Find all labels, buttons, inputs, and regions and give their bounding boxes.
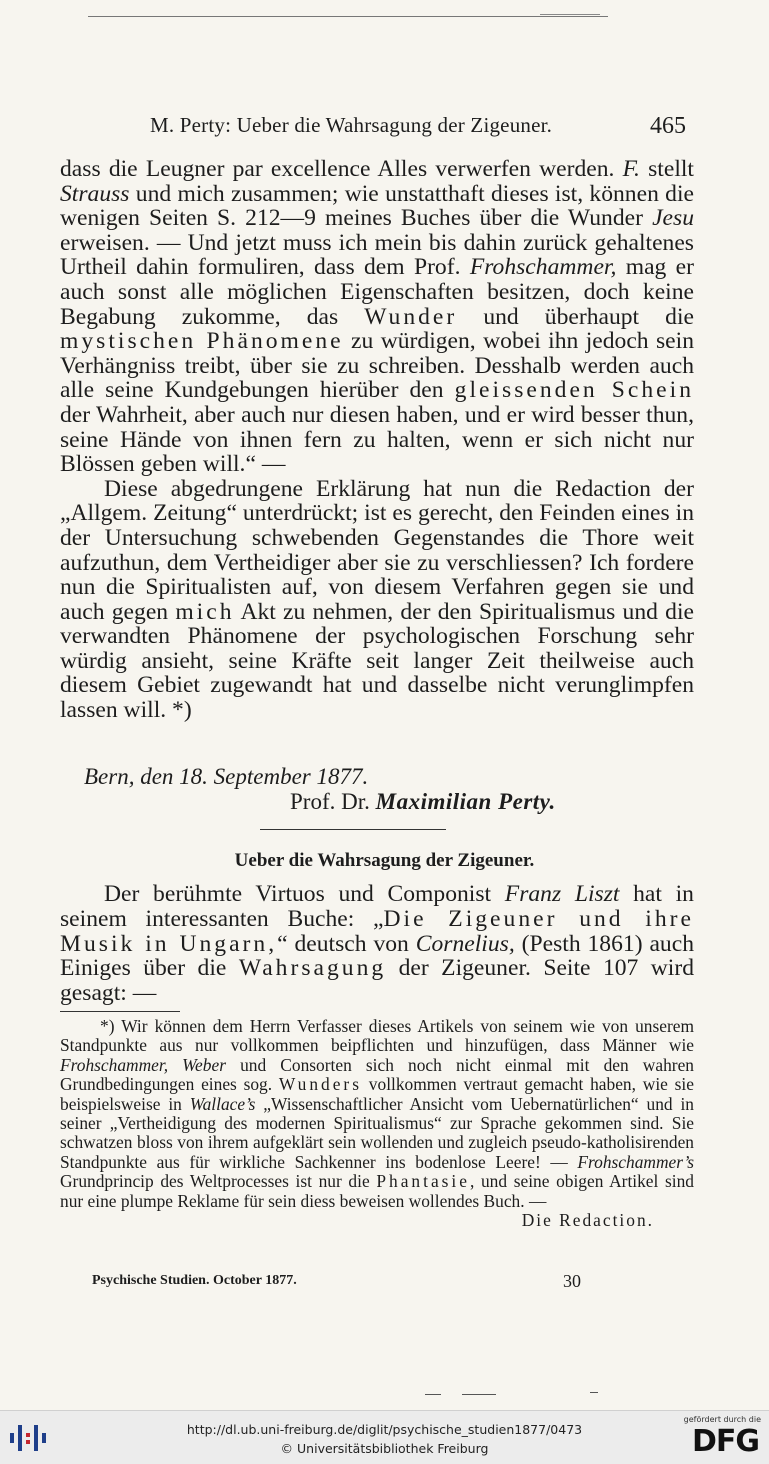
text-run: dass die Leugner par excellence Alles verwerfen werden.	[60, 156, 623, 182]
text-run: zu würdigen, wobei ihn jedoch sein Verhängniss treibt, über sie zu schreiben. Desshalb werden auch alle seine Kundgebungen hierüber den	[60, 328, 694, 404]
section-paragraph	[60, 882, 694, 1006]
dfg-label: gefördert durch die	[683, 1415, 761, 1424]
text-run-spaced: mystischen Phänomene	[60, 328, 344, 355]
text-run-italic: Franz Liszt	[504, 881, 620, 907]
footnote-rule	[60, 1011, 180, 1012]
text-run: Diese abgedrungene Erklärung hat nun die Redaction der „Allgem. Zeitung“ unterdrückt; ist es gerecht, den Feinden eines in der Untersuchung schwebenden Gegenstandes die Thore weit aufzuthun, dem Vertheidiger aber sie zu verschliessen? Ich fordere nun die Spiritualisten auf, von diesem Verfahren gegen sie und auch gegen	[60, 475, 694, 625]
signature	[290, 789, 556, 815]
viewer-footer-bar	[0, 1410, 769, 1464]
text-run-spaced: Wunder	[364, 303, 458, 330]
text-run: und Consorten sich noch nicht einmal mit den wahren Grundbedingungen eines sog.	[60, 1054, 694, 1095]
section-title: Ueber die Wahrsagung der Zigeuner.	[234, 850, 535, 871]
text-run-italic: Cornelius,	[415, 930, 515, 957]
article-body	[60, 157, 694, 723]
text-run: Der berühmte Virtuos und Componist	[104, 881, 505, 907]
text-run-italic: Jesu	[652, 205, 694, 232]
signature-name: Maximilian Perty.	[375, 789, 556, 814]
text-run: , und seine obigen Artikel sind nur eine plumpe Reklame für sein diess beweisen wollendes Buch. —	[60, 1171, 694, 1211]
text-run: erweisen. — Und jetzt muss ich mein bis dahin zurück gehaltenes Urtheil dahin formuliren, dass dem Prof.	[60, 229, 694, 281]
dateline: Bern, den 18. September 1877.	[84, 764, 369, 789]
top-rule	[88, 16, 608, 18]
text-run-spaced: mich	[175, 598, 235, 625]
text-run-italic: Strauss	[60, 180, 130, 207]
text-run: und mich zusammen; wie unstatthaft dieses ist, können die wenigen Seiten S. 212—9 meines Buches über die Wunder	[60, 180, 694, 232]
footnote	[60, 1017, 694, 1230]
text-run-spaced: Phantasie	[376, 1171, 470, 1192]
text-run: “ deutsch von	[277, 930, 416, 957]
text-run-italic: Frohschammer,	[60, 1054, 169, 1075]
journal-footline: Psychische Studien. October 1877.	[92, 1273, 297, 1288]
paragraph-1	[60, 157, 694, 477]
source-url-link[interactable]: http://dl.ub.uni-freiburg.de/diglit/psychische_studien1877/0473	[186, 1422, 583, 1437]
page-footline	[66, 1273, 626, 1293]
text-run: „Wissenschaftlicher Ansicht vom Uebernatürlichen“ und in seiner „Vertheidigung des modernen Spiritualismus“ zur Sprache gekommen sind. Sie schwatzen bloss von ihrem aufgeklärt sein wollenden und zugleich pseudo-katholisirenden Standpunkte aus für wirkliche Sachkenner ins bodenlose Leere! —	[60, 1093, 694, 1172]
text-run: hat in seinem interessanten Buche: „	[60, 881, 694, 932]
paragraph-2	[60, 477, 694, 723]
top-rule-dash	[540, 14, 600, 16]
text-run-spaced: Wunders	[278, 1074, 362, 1095]
bottom-dash	[462, 1394, 496, 1395]
text-run: vollkommen vertraut gemacht haben, wie sie beispielsweise in	[60, 1074, 694, 1114]
footnote-redaction: Die Redaction.	[521, 1210, 654, 1231]
section-body	[60, 882, 694, 1006]
copyright-text: © Universitätsbibliothek Freiburg	[280, 1441, 489, 1456]
text-run-italic: Wallace’s	[189, 1093, 256, 1114]
text-run: Grundprincip des Weltprocesses ist nur die	[60, 1171, 377, 1192]
section-divider	[260, 829, 446, 830]
dfg-logo: DFG	[691, 1424, 759, 1459]
text-run-italic: Weber	[182, 1054, 226, 1075]
text-run: und überhaupt die	[457, 303, 694, 330]
text-run: (Pesth 1861) auch Einiges über die	[60, 930, 694, 982]
footnote-text	[60, 1017, 694, 1211]
running-title: M. Perty: Ueber die Wahrsagung der Zigeuner.	[150, 113, 553, 137]
text-run-italic: Frohschammer,	[469, 254, 617, 281]
text-run: stellt	[639, 156, 694, 182]
text-run: Akt zu nehmen, der den Spiritualismus und die verwandten Phänomene der psychologischen Forschung sehr würdig ansieht, seine Kräfte seit langer Zeit theilweise auch diesem Gebiet zugewandt hat und dasselbe nicht verunglimpfen lassen will. *)	[60, 598, 694, 724]
running-header	[60, 113, 694, 143]
bottom-dash	[590, 1392, 598, 1393]
signature-mark: 30	[563, 1271, 581, 1291]
footnote-signoff	[60, 1211, 694, 1230]
text-run-spaced: Wahrsagung	[238, 955, 387, 982]
text-run: der Wahrheit, aber auch nur diesen haben, und er wird besser thun, seine Hände von ihnen fern zu halten, wenn er sich nicht nur Blössen geben will.“ —	[60, 401, 694, 478]
text-run-spaced: Die Zigeuner und ihre Musik in Ungarn,	[60, 905, 694, 957]
text-run-spaced: gleissenden Schein	[454, 377, 694, 404]
text-run: der Zigeuner. Seite 107 wird gesagt: —	[60, 955, 695, 1007]
page-number: 465	[650, 113, 686, 139]
signature-prefix: Prof. Dr.	[290, 789, 376, 814]
text-run-italic: F.	[622, 156, 640, 182]
text-run: *) Wir können dem Herrn Verfasser dieses Artikels von seinem wie von unserem Standpunkte aus nur vollkommen beipflichten und hinzufügen, dass Männer wie	[60, 1016, 694, 1056]
bottom-dash	[425, 1394, 441, 1395]
text-run-italic: Frohschammer’s	[577, 1151, 694, 1172]
text-run: mag er auch sonst alle möglichen Eigenschaften besitzen, doch keine Begabung zukomme, das	[60, 254, 695, 330]
